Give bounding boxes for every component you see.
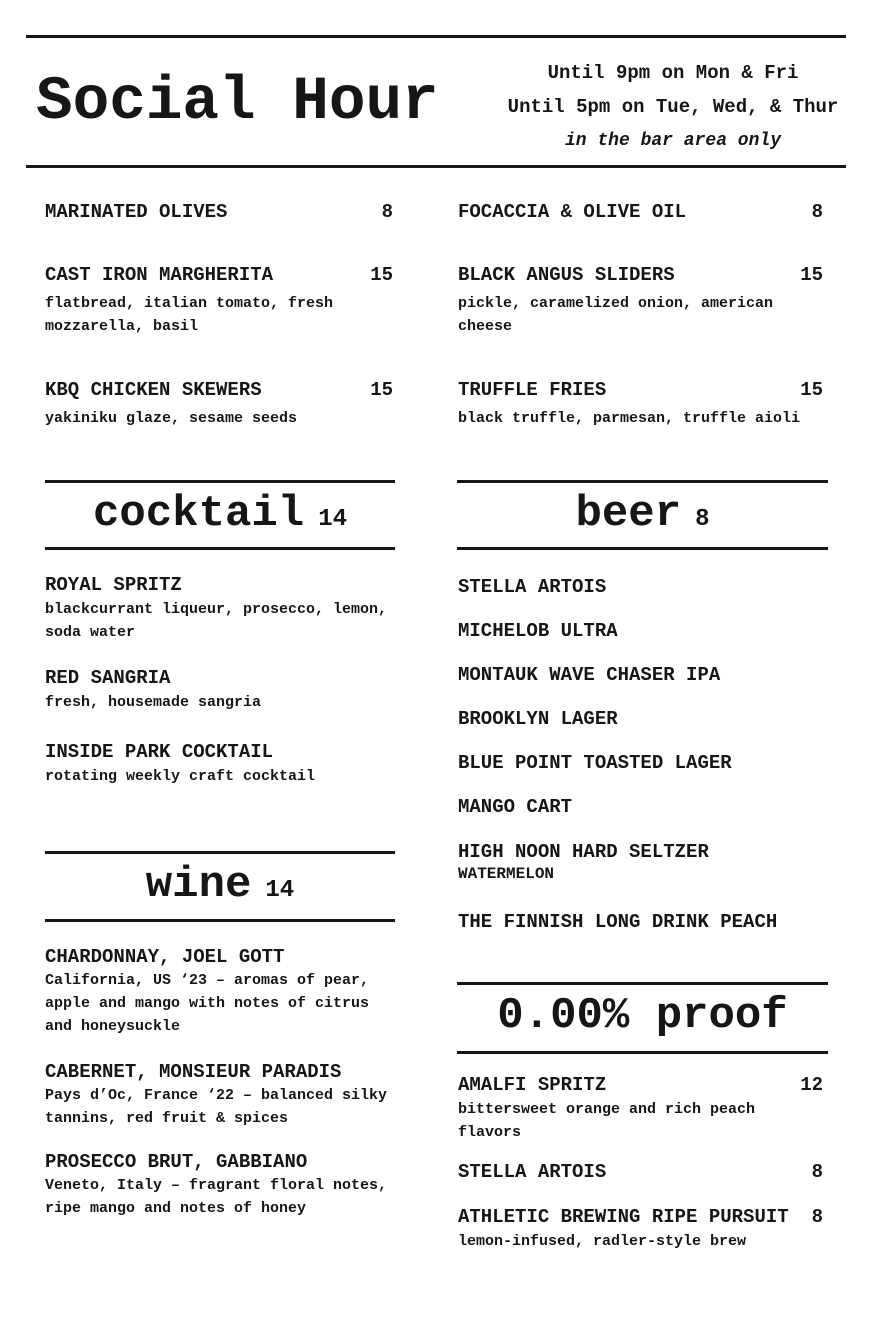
menu-item-mango-cart <box>458 796 823 818</box>
item-name: MARINATED OLIVES <box>45 201 228 223</box>
menu-item-truffle-fries <box>458 379 823 430</box>
item-description: yakiniku glaze, sesame seeds <box>45 410 298 427</box>
item-name: BLACK ANGUS SLIDERS <box>458 264 675 286</box>
item-price: 15 <box>370 264 393 286</box>
item-description: lemon-infused, radler-style brew <box>458 1233 747 1250</box>
item-description: fresh, housemade sangria <box>45 694 262 711</box>
item-row <box>458 1074 823 1096</box>
item-price: 15 <box>800 264 823 286</box>
header-bottom-rule <box>26 165 846 168</box>
section-title: 0.00% proof <box>497 991 788 1041</box>
item-row <box>45 1151 393 1173</box>
menu-item-brooklyn-lager <box>458 708 823 730</box>
item-name: CAST IRON MARGHERITA <box>45 264 274 286</box>
section-price: 14 <box>265 877 295 904</box>
menu-item-kbq-chicken-skewers <box>45 379 393 430</box>
hours-line-2: Until 5pm on Tue, Wed, & Thur <box>507 96 839 118</box>
menu-item-finnish-long-drink <box>458 911 823 933</box>
item-name: AMALFI SPRITZ <box>458 1074 607 1096</box>
item-name: MANGO CART <box>458 796 573 818</box>
item-description: Veneto, Italy – fragrant floral notes, ripe mango and notes of honey <box>45 1177 388 1217</box>
section-header-zero-proof <box>457 982 828 1054</box>
item-description: pickle, caramelized onion, american cheese <box>458 295 774 335</box>
menu-item-high-noon-hard-seltzer <box>458 841 823 884</box>
item-price: 15 <box>370 379 393 401</box>
item-price: 8 <box>811 1206 823 1228</box>
item-row <box>45 379 393 401</box>
item-row <box>45 201 393 223</box>
item-description: rotating weekly craft cocktail <box>45 768 316 785</box>
item-name: HIGH NOON HARD SELTZER <box>458 841 709 863</box>
item-row <box>45 741 393 763</box>
section-title: beer <box>575 489 682 539</box>
item-row <box>45 1061 393 1083</box>
section-header-wine <box>45 851 395 922</box>
item-price: 12 <box>800 1074 823 1096</box>
section-price: 14 <box>318 506 348 533</box>
menu-item-michelob-ultra <box>458 620 823 642</box>
item-row <box>458 379 823 401</box>
menu-item-stella-artois-zero <box>458 1161 823 1183</box>
item-name: BROOKLYN LAGER <box>458 708 618 730</box>
item-flavor: WATERMELON <box>458 865 555 883</box>
item-description: black truffle, parmesan, truffle aioli <box>458 410 801 427</box>
item-name: ROYAL SPRITZ <box>45 574 182 596</box>
item-name: BLUE POINT TOASTED LAGER <box>458 752 732 774</box>
item-price: 15 <box>800 379 823 401</box>
menu-item-inside-park-cocktail <box>45 741 393 788</box>
hours-block <box>498 56 848 158</box>
item-price: 8 <box>811 201 823 223</box>
item-name: FOCACCIA & OLIVE OIL <box>458 201 687 223</box>
item-name: INSIDE PARK COCKTAIL <box>45 741 274 763</box>
item-row <box>458 1161 823 1183</box>
menu-item-focaccia <box>458 201 823 223</box>
item-description: California, US ‘23 – aromas of pear, apple and mango with notes of citrus and honeysuckle <box>45 972 370 1035</box>
item-name: STELLA ARTOIS <box>458 1161 607 1183</box>
item-name: MONTAUK WAVE CHASER IPA <box>458 664 721 686</box>
menu-item-royal-spritz <box>45 574 393 644</box>
item-description: Pays d’Oc, France ‘22 – balanced silky tannins, red fruit & spices <box>45 1087 388 1127</box>
item-row <box>458 264 823 286</box>
item-row <box>45 264 393 286</box>
menu-item-athletic-brewing-ripe-pursuit <box>458 1206 823 1253</box>
item-name: MICHELOB ULTRA <box>458 620 618 642</box>
item-price: 8 <box>811 1161 823 1183</box>
item-name: CHARDONNAY, JOEL GOTT <box>45 946 285 968</box>
bar-area-note: in the bar area only <box>564 131 782 151</box>
menu-item-montauk-wave-chaser <box>458 664 823 686</box>
item-price: 8 <box>381 201 393 223</box>
menu-item-black-angus-sliders <box>458 264 823 338</box>
item-name: PROSECCO BRUT, GABBIANO <box>45 1151 308 1173</box>
item-description: blackcurrant liqueur, prosecco, lemon, soda water <box>45 601 388 641</box>
menu-item-prosecco-brut-gabbiano <box>45 1151 393 1220</box>
item-name: STELLA ARTOIS <box>458 576 607 598</box>
menu-item-chardonnay-joel-gott <box>45 946 393 1038</box>
item-row <box>45 667 393 689</box>
menu-item-cast-iron-margherita <box>45 264 393 338</box>
item-row <box>458 201 823 223</box>
section-header-beer <box>457 480 828 550</box>
item-row <box>458 1206 823 1228</box>
section-price: 8 <box>695 506 710 533</box>
top-rule <box>26 35 846 38</box>
item-name: TRUFFLE FRIES <box>458 379 607 401</box>
item-name: THE FINNISH LONG DRINK PEACH <box>458 911 778 933</box>
item-description: bittersweet orange and rich peach flavors <box>458 1101 756 1141</box>
menu-item-marinated-olives <box>45 201 393 223</box>
section-title: cocktail <box>92 489 305 539</box>
menu-item-red-sangria <box>45 667 393 714</box>
menu-item-cabernet-monsieur-paradis <box>45 1061 393 1130</box>
item-name: ATHLETIC BREWING RIPE PURSUIT <box>458 1206 789 1228</box>
hours-line-1: Until 9pm on Mon & Fri <box>547 62 799 84</box>
item-name: CABERNET, MONSIEUR PARADIS <box>45 1061 342 1083</box>
menu-item-amalfi-spritz <box>458 1074 823 1144</box>
page-title: Social Hour <box>36 68 439 137</box>
item-name: RED SANGRIA <box>45 667 171 689</box>
menu-item-blue-point-toasted-lager <box>458 752 823 774</box>
item-row <box>45 946 393 968</box>
item-description: flatbread, italian tomato, fresh mozzarella, basil <box>45 295 334 335</box>
section-title: wine <box>145 860 252 910</box>
section-header-cocktail <box>45 480 395 550</box>
menu-item-stella-artois <box>458 576 823 598</box>
item-name: KBQ CHICKEN SKEWERS <box>45 379 262 401</box>
item-row <box>45 574 393 596</box>
